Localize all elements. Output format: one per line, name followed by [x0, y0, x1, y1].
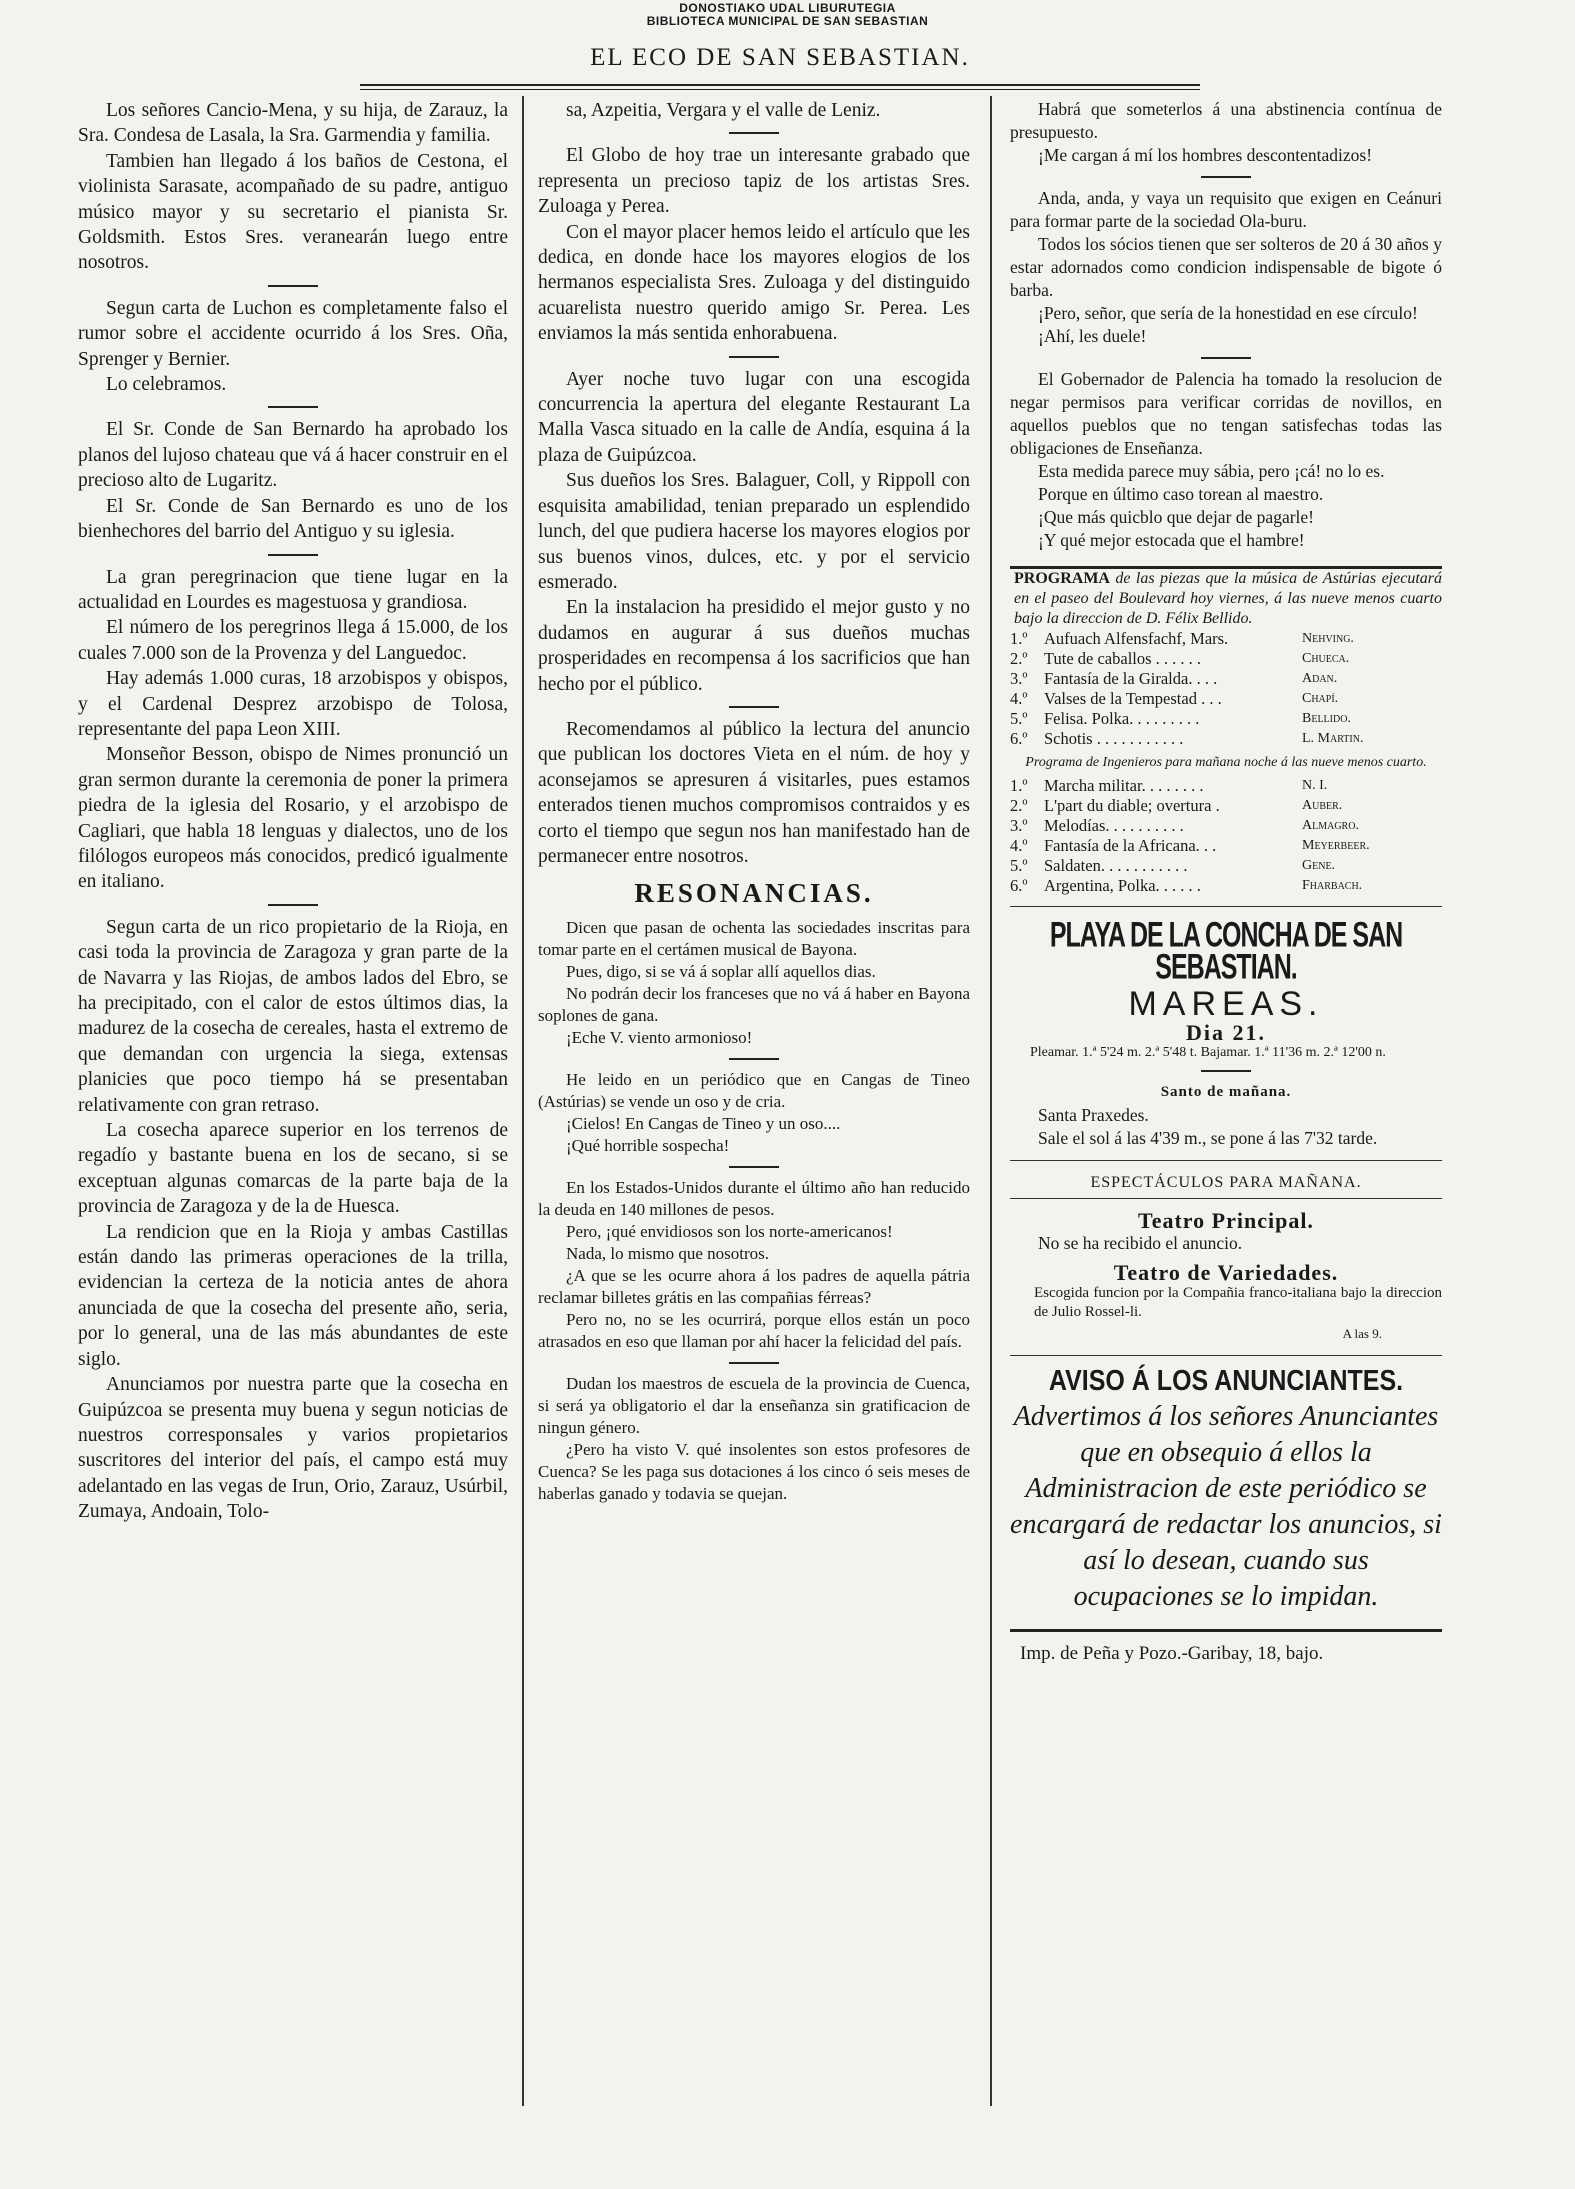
- separator: [729, 1362, 779, 1364]
- aviso-body: Advertimos á los señores Anunciantes que en obsequio á ellos la Administracion de este periódico se encargará de redactar los anuncios, si así lo desean, cuando sus ocupaciones se lo impidan.: [1010, 1401, 1442, 1612]
- program-item-number: 6.º: [1010, 876, 1028, 895]
- paragraph: La gran peregrinacion que tiene lugar en la actualidad en Lourdes es magestuosa y grandiosa.: [78, 566, 508, 613]
- program-item-number: 5.º: [1010, 856, 1028, 875]
- program-item: [1010, 709, 1442, 729]
- paragraph: El Sr. Conde de San Bernardo ha aprobado los planos del lujoso chateau que vá á hacer construir en el precioso alto de Lugaritz.: [78, 419, 508, 492]
- program-item-title: L'part du diable; overtura .: [1044, 796, 1220, 815]
- paragraph: El Globo de hoy trae un interesante grabado que representa un precioso tapiz de los artistas Sres. Zuloaga y Perea.: [538, 145, 970, 218]
- section-heading-resonancias: RESONANCIAS.: [634, 878, 874, 909]
- separator: [268, 285, 318, 287]
- separator-rule: [1010, 1160, 1442, 1161]
- paragraph: Ayer noche tuvo lugar con una escogida concurrencia la apertura del elegante Restaurant La Malla Vasca situado en la calle de Andía, esquina á la plaza de Guipúzcoa.: [538, 368, 970, 466]
- paragraph: ¡Y qué mejor estocada que el hambre!: [1038, 530, 1305, 550]
- show-time: A las 9.: [1342, 1326, 1382, 1341]
- paragraph: Anunciamos por nuestra parte que la cosecha en Guipúzcoa se presenta muy buena y segun noticias de nuestros corresponsales y varios propietarios suscritores del interior del país, el campo está muy adelantado en las vegas de Irun, Orio, Zarauz, Usúrbil, Zumaya, Andoain, Tolo-: [78, 1374, 508, 1523]
- program-item-author: Adan.: [1302, 671, 1338, 686]
- program-item-author: Auber.: [1302, 798, 1343, 813]
- program-item-title: Marcha militar. . . . . . . .: [1044, 776, 1204, 795]
- separator: [729, 1166, 779, 1168]
- imprint: Imp. de Peña y Pozo.-Garibay, 18, bajo.: [1020, 1643, 1324, 1664]
- paragraph: Hay además 1.000 curas, 18 arzobispos y obispos, y el Cardenal Desprez arzobispo de Tolosa, representante del papa Leon XIII.: [78, 668, 508, 740]
- separator: [268, 406, 318, 408]
- program-item-author: Meyerbeer.: [1302, 838, 1370, 853]
- program-item-title: Felisa. Polka. . . . . . . . .: [1044, 709, 1200, 728]
- program-item-number: 6.º: [1010, 729, 1028, 748]
- tide-day: Dia 21.: [1186, 1020, 1266, 1045]
- program-item-author: L. Martin.: [1302, 731, 1364, 746]
- separator-rule: [1010, 906, 1442, 907]
- paragraph: ¡Ahí, les duele!: [1038, 326, 1147, 346]
- paragraph: Segun carta de Luchon es completamente falso el rumor sobre el accidente ocurrido á los Sres. Oña, Sprenger y Bernier.: [78, 297, 508, 370]
- program-item-title: Tute de caballos . . . . . .: [1044, 649, 1202, 668]
- paragraph: ¡Que más quicblo que dejar de pagarle!: [1038, 507, 1314, 527]
- program-subtitle: Programa de Ingenieros para mañana noche á las nueve menos cuarto.: [1025, 755, 1427, 770]
- column-2: [538, 98, 970, 2098]
- masthead: EL ECO DE SAN SEBASTIAN.: [590, 44, 970, 71]
- paragraph: El Gobernador de Palencia ha tomado la resolucion de negar permisos para verificar corridas de novillos, en aquellos pueblos que no tengan satisfechas todas las obligaciones de Enseñanza.: [1010, 369, 1442, 458]
- paragraph: Dudan los maestros de escuela de la provincia de Cuenca, si será ya obligatorio el dar la enseñanza sin gratificacion de ningun género.: [538, 1373, 970, 1437]
- separator: [729, 132, 779, 134]
- program-item: [1010, 629, 1442, 649]
- program-item-author: Nehving.: [1302, 631, 1354, 646]
- paragraph: Monseñor Besson, obispo de Nimes pronunció un gran sermon durante la ceremonia de poner la primera piedra de la iglesia del Rosario, y el arzobispo de Cagliari, que habla 18 lenguas y dialectos, uno de los filólogos europeos más conocidos, predicó igualmente en italiano.: [78, 744, 508, 893]
- program-item-title: Saldaten. . . . . . . . . . .: [1044, 856, 1188, 875]
- program-item: [1010, 669, 1442, 689]
- program-item-number: 2.º: [1010, 796, 1028, 815]
- column-divider: [522, 96, 524, 2106]
- program-item-title: Valses de la Tempestad . . .: [1044, 689, 1222, 708]
- column-3: [1010, 98, 1442, 2098]
- program-item: [1010, 876, 1442, 896]
- separator: [729, 706, 779, 708]
- paragraph: Anda, anda, y vaya un requisito que exigen en Ceánuri para formar parte de la sociedad Ola-buru.: [1010, 188, 1442, 231]
- stamp-line-2: BIBLIOTECA MUNICIPAL DE SAN SEBASTIAN: [646, 14, 929, 28]
- paragraph: Sus dueños los Sres. Balaguer, Coll, y Rippoll con esquisita amabilidad, tenian preparado un esplendido lunch, del que pudiera hacerse los mayores elogios por sus buenos vinos, dulces, etc. y por el servicio esmerado.: [538, 470, 970, 593]
- paragraph: Esta medida parece muy sábia, pero ¡cá! no lo es.: [1038, 461, 1385, 481]
- separator: [729, 1058, 779, 1060]
- paragraph: No podrán decir los franceses que no vá á haber en Bayona soplones de gana.: [538, 983, 970, 1025]
- program-item: [1010, 689, 1442, 709]
- stamp-line-1: DONOSTIAKO UDAL LIBURUTEGIA: [679, 1, 896, 15]
- program-item: [1010, 649, 1442, 669]
- separator-rule: [1010, 1629, 1442, 1632]
- separator: [268, 554, 318, 556]
- program-item-title: Aufuach Alfensfachf, Mars.: [1044, 629, 1229, 648]
- paragraph: En los Estados-Unidos durante el último año han reducido la deuda en 140 millones de pesos.: [538, 1177, 970, 1219]
- program-item-number: 5.º: [1010, 709, 1028, 728]
- separator: [1201, 176, 1251, 178]
- program-item: [1010, 776, 1442, 796]
- program-item-author: Fharbach.: [1302, 878, 1363, 893]
- program-item: [1010, 856, 1442, 876]
- program-item-title: Melodías. . . . . . . . . .: [1044, 816, 1184, 835]
- paragraph: Con el mayor placer hemos leido el artículo que les dedica, en donde hace los mayores elogios de los hermanos especialista Sres. Zuloaga y del distinguido acuarelista nuestro querido amigo Sr. Perea. Les enviamos la más sentida enhorabuena.: [538, 221, 970, 345]
- teatro-principal-title: Teatro Principal.: [1138, 1208, 1314, 1233]
- program-item-number: 1.º: [1010, 629, 1028, 648]
- program-item-author: N. I.: [1302, 778, 1328, 793]
- program-item: [1010, 816, 1442, 836]
- playa-title: PLAYA DE LA CONCHA DE SAN SEBASTIAN.: [1049, 915, 1403, 987]
- aviso-title: AVISO Á LOS ANUNCIANTES.: [1048, 1364, 1404, 1398]
- library-stamp: [0, 2, 1575, 28]
- program-item: [1010, 836, 1442, 856]
- tide-times: Pleamar. 1.ª 5'24 m. 2.ª 5'48 t. Bajamar. 1.ª 11'36 m. 2.ª 12'00 n.: [1030, 1045, 1386, 1060]
- paragraph: ¡Cielos! En Cangas de Tineo y un oso....: [566, 1113, 841, 1133]
- paragraph: ¿Pero ha visto V. qué insolentes son estos profesores de Cuenca? Se les paga sus dotaciones á los cinco ó seis meses de haberlas ganado y todavia se quejan.: [538, 1439, 970, 1503]
- paragraph: sa, Azpeitia, Vergara y el valle de Leniz.: [566, 100, 881, 121]
- paragraph: ¡Pero, señor, que sería de la honestidad en ese círculo!: [1038, 303, 1418, 323]
- paragraph: ¡Eche V. viento armonioso!: [566, 1027, 753, 1047]
- program-item-title: Argentina, Polka. . . . . .: [1044, 876, 1201, 895]
- program-item: [1010, 729, 1442, 749]
- paragraph: ¿A que se les ocurre ahora á los padres de aquella pátria reclamar billetes grátis en las compañias férreas?: [538, 1265, 970, 1307]
- paragraph: La cosecha aparece superior en los terrenos de regadío y bastante buena en los de secano, si se exceptuan algunas comarcas de la parte baja de la provincia de Zaragoza y de la de Huesca.: [78, 1120, 508, 1218]
- paragraph: Pero, ¡qué envidiosos son los norte-americanos!: [566, 1221, 893, 1241]
- teatro-variedades-title: Teatro de Variedades.: [1113, 1260, 1339, 1285]
- column-1: [78, 98, 508, 2098]
- program-title: PROGRAMA: [1014, 570, 1110, 587]
- program-item-title: Fantasía de la Africana. . .: [1044, 836, 1217, 855]
- program-item-author: Almagro.: [1302, 818, 1359, 833]
- paragraph: Porque en último caso torean al maestro.: [1038, 484, 1324, 504]
- program-item-title: Schotis . . . . . . . . . . .: [1044, 729, 1184, 748]
- separator: [1201, 357, 1251, 359]
- program-item-number: 3.º: [1010, 669, 1028, 688]
- masthead-rule: [360, 84, 1200, 86]
- program-item-number: 1.º: [1010, 776, 1028, 795]
- paragraph: ¡Qué horrible sospecha!: [566, 1135, 730, 1155]
- program-item-number: 4.º: [1010, 836, 1028, 855]
- separator: [729, 356, 779, 358]
- paragraph: Habrá que someterlos á una abstinencia contínua de presupuesto.: [1010, 99, 1442, 142]
- teatro-principal-note: No se ha recibido el anuncio.: [1038, 1233, 1243, 1253]
- program-item-author: Gene.: [1302, 858, 1336, 873]
- separator: [268, 904, 318, 906]
- paragraph: Segun carta de un rico propietario de la Rioja, en casi toda la provincia de Zaragoza y gran parte de la de Navarra y las Riojas, de ambos lados del Ebro, se ha precipitado, con el calor de estos últimos dias, la madurez de la cosecha de cereales, hasta el extremo de que demandan con urgencia la siega, extensas planicies que poco tiempo há se presentaban relativamente con gran retraso.: [78, 916, 508, 1116]
- paragraph: Recomendamos al público la lectura del anuncio que publican los doctores Vieta en el núm. de hoy y aconsejamos se apresuren á visitarles, pues estamos enterados tienen muchos compromisos contraidos y es corto el tiempo que segun nos han manifestado han de permanecer entre nosotros.: [538, 718, 970, 867]
- paragraph: ¡Me cargan á mí los hombres descontentadizos!: [1038, 145, 1373, 165]
- paragraph: El Sr. Conde de San Bernardo es uno de los bienhechores del barrio del Antiguo y su iglesia.: [78, 495, 508, 543]
- masthead-rule-thin: [360, 89, 1200, 90]
- program-item-number: 4.º: [1010, 689, 1028, 708]
- paragraph: Todos los sócios tienen que ser solteros de 20 á 30 años y estar adornados como condicion indispensable de bigote ó barba.: [1010, 234, 1442, 300]
- program-item-number: 2.º: [1010, 649, 1028, 668]
- paragraph: Lo celebramos.: [106, 374, 227, 396]
- separator-rule: [1010, 1198, 1442, 1199]
- program-item-title: Fantasía de la Giralda. . . .: [1044, 669, 1218, 688]
- separator-rule: [1010, 1355, 1442, 1356]
- program-intro-text: de las piezas que la música de Astúrias ejecutará en el paseo del Boulevard hoy viernes, á las nueve menos cuarto bajo la direccion de D. Félix Bellido.: [1014, 570, 1442, 627]
- teatro-variedades-note: Escogida funcion por la Compañia franco-italiana bajo la direccion de Julio Rossel-li.: [1034, 1285, 1442, 1320]
- program-item: [1010, 796, 1442, 816]
- sun-times: Sale el sol á las 4'39 m., se pone á las 7'32 tarde.: [1038, 1128, 1378, 1148]
- program-item-author: Chapí.: [1302, 691, 1339, 706]
- program-intro: [1010, 569, 1442, 629]
- separator: [1201, 1070, 1251, 1072]
- paragraph: He leido en un periódico que en Cangas de Tineo (Astúrias) se vende un oso y de cria.: [538, 1069, 970, 1111]
- paragraph: Pues, digo, si se vá á soplar allí aquellos dias.: [566, 961, 876, 981]
- paragraph: Nada, lo mismo que nosotros.: [566, 1243, 770, 1263]
- paragraph: La rendicion que en la Rioja y ambas Castillas están dando las primeras operaciones de la trilla, evidencian la certeza de la noticia antes de ahora anunciada de que la cosecha del presente año, seria, por lo general, una de las más abundantes de este siglo.: [78, 1221, 508, 1370]
- santo-name: Santa Praxedes.: [1038, 1105, 1149, 1125]
- paragraph: Pero no, no se les ocurrirá, porque ellos están un poco atrasados en eso que llaman por ahí hacer la felicidad del país.: [538, 1309, 970, 1351]
- program-list-2: [1010, 776, 1442, 896]
- paragraph: Los señores Cancio-Mena, y su hija, de Zarauz, la Sra. Condesa de Lasala, la Sra. Garmendia y familia.: [78, 100, 508, 147]
- mareas-title: MAREAS.: [1128, 985, 1324, 1023]
- espectaculos-title: ESPECTÁCULOS PARA MAÑANA.: [1090, 1174, 1362, 1191]
- program-item-author: Chueca.: [1302, 651, 1350, 666]
- paragraph: En la instalacion ha presidido el mejor gusto y no dudamos en augurar á sus dueños muchas prosperidades en recompensa á los sacrificios que han hecho por el público.: [538, 597, 970, 695]
- program-list-1: [1010, 629, 1442, 749]
- program-item-author: Bellido.: [1302, 711, 1351, 726]
- paragraph: Tambien han llegado á los baños de Cestona, el violinista Sarasate, acompañado de su padre, antiguo músico mayor y su secretario el pianista Sr. Goldsmith. Estos Sres. veranearán luego entre nosotros.: [78, 150, 508, 274]
- paragraph: El número de los peregrinos llega á 15.000, de los cuales 7.000 son de la Provenza y del Languedoc.: [78, 617, 508, 664]
- column-divider: [990, 96, 992, 2106]
- program-item-number: 3.º: [1010, 816, 1028, 835]
- paragraph: Dicen que pasan de ochenta las sociedades inscritas para tomar parte en el certámen musical de Bayona.: [538, 917, 970, 959]
- santo-title: Santo de mañana.: [1160, 1084, 1292, 1100]
